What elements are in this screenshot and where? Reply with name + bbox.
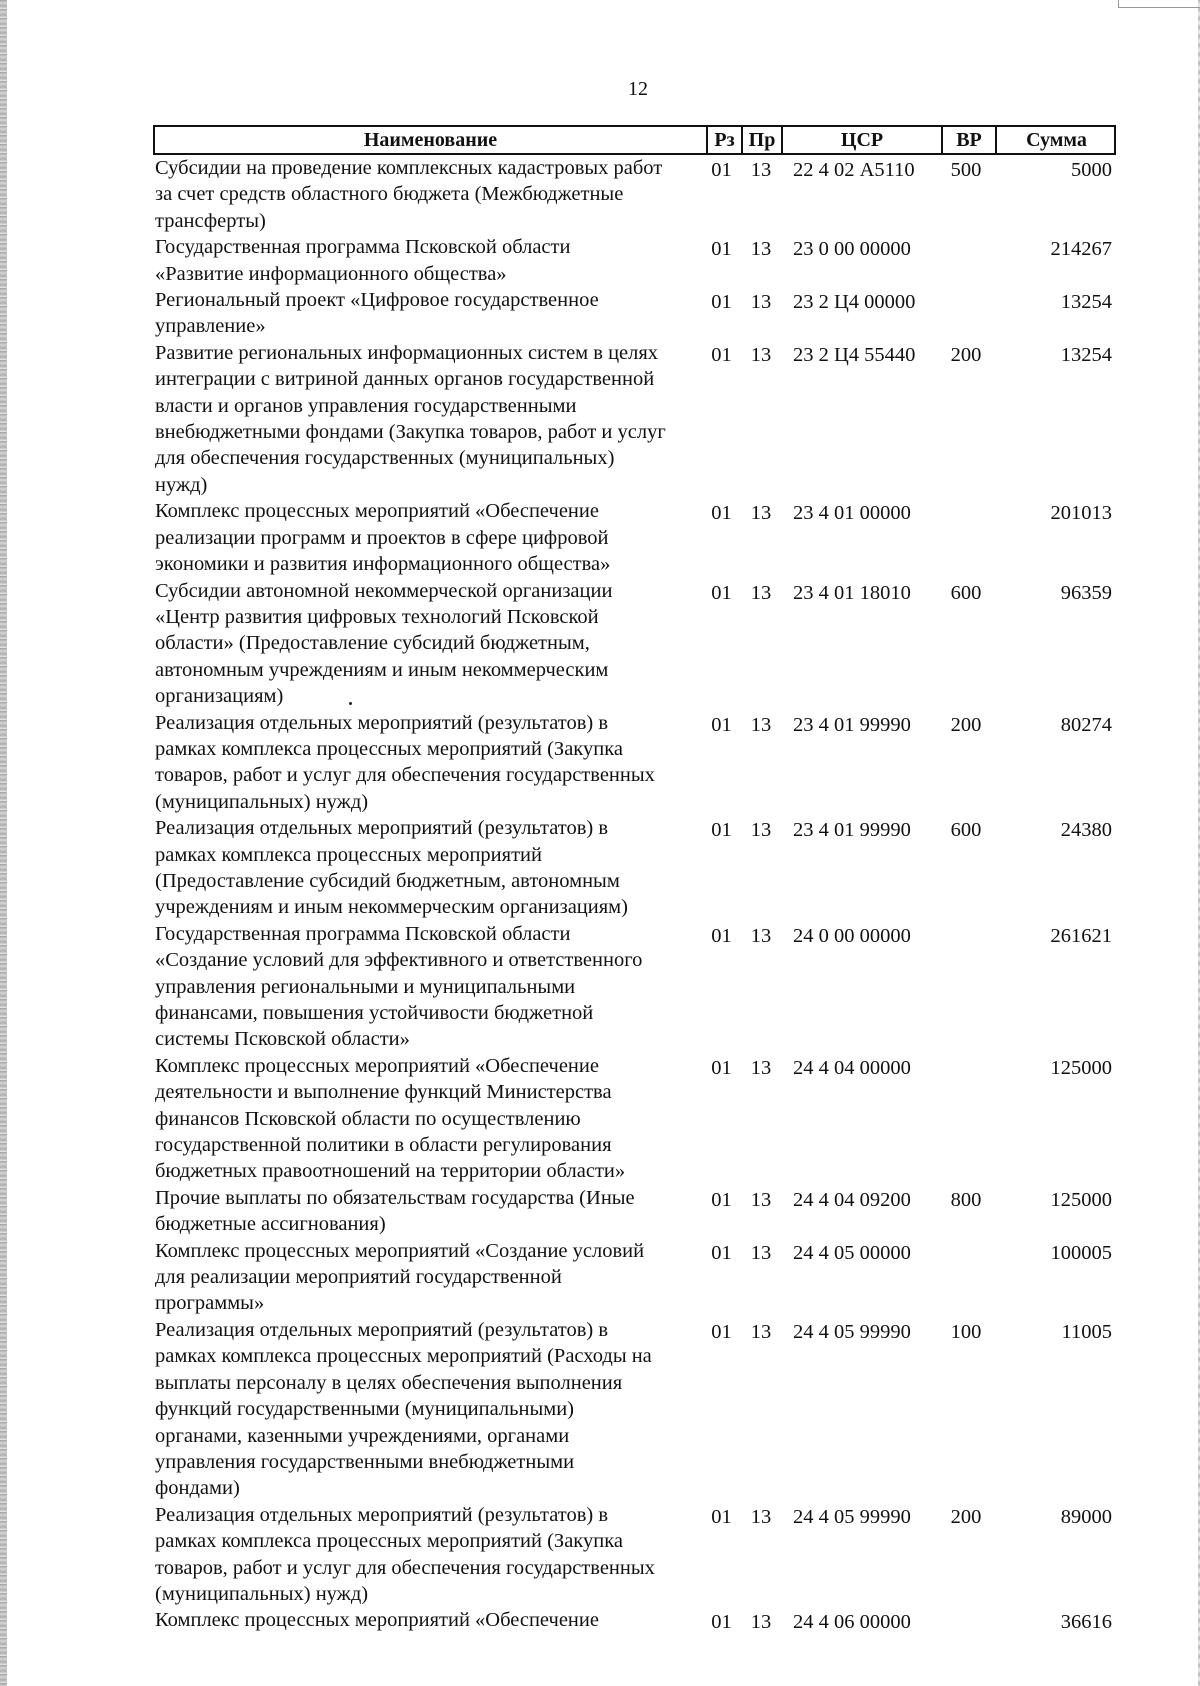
cell-vr: 600 xyxy=(950,819,982,842)
cell-rz: 01 xyxy=(711,1188,732,1211)
cell-csr: 23 4 01 99990 xyxy=(793,819,911,842)
cell-csr: 23 4 01 00000 xyxy=(793,502,911,525)
table-row xyxy=(153,1607,1116,1635)
cell-vr: 200 xyxy=(950,713,982,736)
table-row xyxy=(153,1502,1116,1608)
header-sum: Сумма xyxy=(995,127,1116,153)
table-header xyxy=(153,125,1116,155)
table-row xyxy=(153,1238,1116,1317)
cell-name: Субсидии на проведение комплексных кадастровых работ за счет средств областного бюджета (Межбюджетные трансферты) xyxy=(155,157,663,232)
cell-sum: 125000 xyxy=(1050,1056,1112,1079)
table-row xyxy=(153,1317,1116,1502)
cell-csr: 22 4 02 А5110 xyxy=(793,159,915,181)
table-body xyxy=(153,155,1116,1636)
cell-pr: 13 xyxy=(750,1320,772,1343)
table-row xyxy=(153,155,1116,234)
cell-vr xyxy=(939,921,993,1053)
cell-name: Комплекс процессных мероприятий «Обеспечение деятельности и выполнение функций Министерства финансов Псковской области по осуществлению государственной политики в области регулирования бюджетных правоотношений на территории области» xyxy=(155,1054,626,1183)
header-name: Наименование xyxy=(363,129,498,151)
cell-sum: 89000 xyxy=(1060,1505,1112,1528)
cell-pr: 13 xyxy=(750,924,772,947)
cell-csr: 23 4 01 99990 xyxy=(793,713,911,736)
cell-name: Комплекс процессных мероприятий «Обеспечение реализации программ и проектов в сфере цифровой экономики и развития информационного общества» xyxy=(155,500,611,576)
cell-name: Реализация отдельных мероприятий (результатов) в рамках комплекса процессных мероприятий (Закупка товаров, работ и услуг для обеспечения государственных (муниципальных) нужд) xyxy=(155,1503,655,1605)
page-number: 12 xyxy=(628,78,648,100)
cell-vr xyxy=(939,287,993,340)
cell-name: Комплекс процессных мероприятий «Создание условий для реализации мероприятий государственной программы» xyxy=(155,1239,645,1315)
cell-rz: 01 xyxy=(711,291,732,314)
scan-corner-mark xyxy=(1118,0,1200,8)
cell-name: Развитие региональных информационных систем в целях интеграции с витриной данных органов государственной власти и органов управления государственными внебюджетными фондами (Закупка товаров, работ и услуг для обеспечения государственных (муниципальных) нужд) xyxy=(155,341,666,496)
cell-rz: 01 xyxy=(711,713,732,736)
cell-vr: 600 xyxy=(950,581,982,604)
cell-rz: 01 xyxy=(711,924,732,947)
cell-csr: 24 4 05 00000 xyxy=(793,1241,911,1264)
cell-vr xyxy=(939,1053,993,1185)
cell-sum: 100005 xyxy=(1050,1241,1112,1264)
cell-pr: 13 xyxy=(750,502,772,525)
cell-pr: 13 xyxy=(750,581,772,604)
cell-pr: 13 xyxy=(750,713,772,736)
cell-sum: 11005 xyxy=(1061,1320,1112,1343)
cell-name: Реализация отдельных мероприятий (результатов) в рамках комплекса процессных мероприятий (Расходы на выплаты персоналу в целях обеспечения выполнения функций государственными (муниципальными) органами, казенными учреждениями, органами управления государственными внебюджетными фондами) xyxy=(155,1318,652,1500)
cell-sum: 13254 xyxy=(1060,343,1112,366)
header-rz: Рз xyxy=(706,127,741,153)
cell-sum: 125000 xyxy=(1050,1188,1112,1211)
budget-table xyxy=(153,125,1116,1636)
cell-sum: 201013 xyxy=(1050,502,1112,525)
cell-rz: 01 xyxy=(711,343,732,366)
cell-csr: 24 4 05 99990 xyxy=(793,1505,911,1528)
cell-sum: 36616 xyxy=(1060,1611,1112,1634)
table-row xyxy=(153,578,1116,710)
cell-csr: 24 4 04 00000 xyxy=(793,1056,911,1079)
cell-rz: 01 xyxy=(711,1611,732,1634)
cell-csr: 23 4 01 18010 xyxy=(793,581,911,604)
cell-rz: 01 xyxy=(711,1056,732,1079)
cell-sum: 24380 xyxy=(1060,819,1112,842)
cell-name: Государственная программа Псковской области «Создание условий для эффективного и ответственного управления региональными и муниципальными финансами, повышения устойчивости бюджетной системы Псковской области» xyxy=(155,922,643,1051)
cell-rz: 01 xyxy=(711,819,732,842)
table-row xyxy=(153,1053,1116,1185)
cell-vr: 100 xyxy=(950,1320,982,1343)
cell-sum: 13254 xyxy=(1060,291,1112,314)
table-row xyxy=(153,234,1116,287)
cell-pr: 13 xyxy=(750,1188,772,1211)
cell-vr xyxy=(939,1238,993,1317)
cell-csr: 23 2 Ц4 00000 xyxy=(793,291,916,314)
cell-sum: 96359 xyxy=(1060,581,1112,604)
cell-pr: 13 xyxy=(750,1611,772,1634)
cell-pr: 13 xyxy=(750,1056,772,1079)
cell-vr: 800 xyxy=(950,1188,982,1211)
scan-speck xyxy=(349,702,352,705)
cell-rz: 01 xyxy=(711,581,732,604)
cell-pr: 13 xyxy=(750,1241,772,1264)
cell-csr: 24 4 06 00000 xyxy=(793,1611,911,1634)
cell-sum: 214267 xyxy=(1050,238,1112,261)
cell-sum: 261621 xyxy=(1050,924,1112,947)
header-pr: Пр xyxy=(741,127,781,153)
scan-edge-left xyxy=(0,0,7,1686)
cell-pr: 13 xyxy=(750,819,772,842)
table-row xyxy=(153,921,1116,1053)
table-row xyxy=(153,498,1116,577)
cell-pr: 13 xyxy=(750,238,772,261)
table-row xyxy=(153,1185,1116,1238)
cell-rz: 01 xyxy=(711,502,732,525)
cell-name: Реализация отдельных мероприятий (результатов) в рамках комплекса процессных мероприятий (Закупка товаров, работ и услуг для обеспечения государственных (муниципальных) нужд) xyxy=(155,711,655,813)
cell-name: Прочие выплаты по обязательствам государства (Иные бюджетные ассигнования) xyxy=(155,1186,635,1236)
cell-pr: 13 xyxy=(750,291,772,314)
cell-rz: 01 xyxy=(711,238,732,261)
cell-vr: 200 xyxy=(950,1505,982,1528)
cell-name: Комплекс процессных мероприятий «Обеспечение xyxy=(155,1609,599,1632)
table-row xyxy=(153,287,1116,340)
cell-csr: 23 0 00 00000 xyxy=(793,238,911,261)
cell-rz: 01 xyxy=(711,1241,732,1264)
cell-pr: 13 xyxy=(750,1505,772,1528)
cell-sum: 80274 xyxy=(1060,713,1112,736)
header-csr: ЦСР xyxy=(781,127,941,153)
cell-csr: 24 0 00 00000 xyxy=(793,924,911,947)
cell-rz: 01 xyxy=(711,159,732,181)
table-row xyxy=(153,815,1116,921)
header-vr: ВР xyxy=(941,127,995,153)
cell-rz: 01 xyxy=(711,1505,732,1528)
cell-csr: 24 4 05 99990 xyxy=(793,1320,911,1343)
cell-pr: 13 xyxy=(750,343,772,366)
cell-vr: 500 xyxy=(950,159,982,181)
cell-vr xyxy=(939,1607,993,1635)
cell-name: Субсидии автономной некоммерческой организации «Центр развития цифровых технологий Псковской области» (Предоставление субсидий бюджетным, автономным учреждениям и иным некоммерческим организациям) xyxy=(155,579,613,708)
cell-vr: 200 xyxy=(950,343,982,366)
cell-csr: 23 2 Ц4 55440 xyxy=(793,343,916,366)
cell-name: Государственная программа Псковской области «Развитие информационного общества» xyxy=(155,236,571,285)
cell-name: Региональный проект «Цифровое государственное управление» xyxy=(155,289,599,338)
cell-pr: 13 xyxy=(750,159,772,181)
cell-vr xyxy=(939,234,993,287)
cell-name: Реализация отдельных мероприятий (результатов) в рамках комплекса процессных мероприятий (Предоставление субсидий бюджетным, автономным учреждениям и иным некоммерческим организациям) xyxy=(155,817,628,919)
cell-csr: 24 4 04 09200 xyxy=(793,1188,911,1211)
cell-sum: 5000 xyxy=(1071,159,1112,181)
table-row xyxy=(153,710,1116,816)
table-row xyxy=(153,340,1116,498)
cell-vr xyxy=(939,498,993,577)
cell-rz: 01 xyxy=(711,1320,732,1343)
